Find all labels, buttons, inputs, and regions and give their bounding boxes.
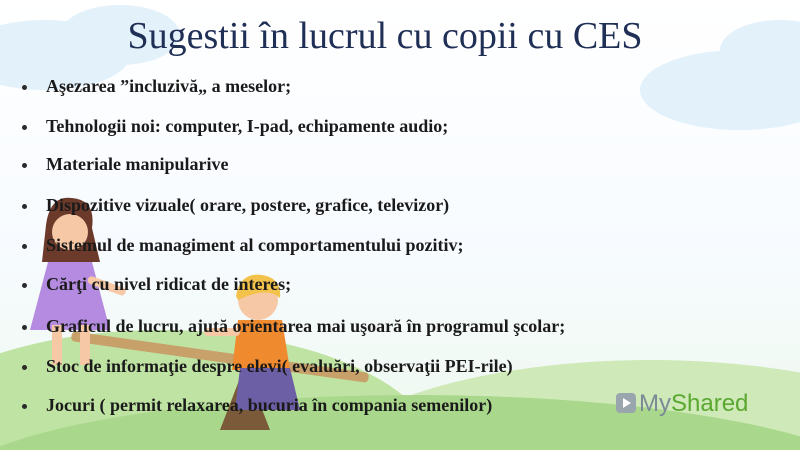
bullet-text: Aşezarea ”incluzivă„ a meselor; [46,76,292,96]
bullet-text: Stoc de informaţie despre elevi( evaluări, observaţii PEI-rile) [46,356,513,376]
watermark-logo [615,390,748,418]
bullet-dot [22,125,27,130]
bullet-text: Jocuri ( permit relaxarea, bucuria în compania semenilor) [46,395,493,415]
bullet-text: Cărţi cu nivel ridicat de interes; [46,274,292,294]
bullet-dot [22,163,27,168]
bullet-dot [22,325,27,330]
bullet-dot [22,365,27,370]
bullet-dot [22,204,27,209]
bullet-text: Sistemul de managiment al comportamentului pozitiv; [46,235,464,255]
play-icon [615,392,637,414]
bullet-dot [22,283,27,288]
bullet-dot [22,404,27,409]
bullet-text: Graficul de lucru, ajută orientarea mai uşoară în programul şcolar; [46,316,566,336]
bullet-text: Tehnologii noi: computer, I-pad, echipamente audio; [46,116,449,136]
bullet-dot [22,244,27,249]
watermark-text-my: My [639,390,671,417]
watermark-text-shared: Shared [671,390,749,417]
bullet-dot [22,85,27,90]
bullet-text: Dispozitive vizuale( orare, postere, grafice, televizor) [46,195,450,215]
slide-title: Sugestii în lucrul cu copii cu CES [127,15,643,57]
bullet-text: Materiale manipularive [46,154,229,174]
